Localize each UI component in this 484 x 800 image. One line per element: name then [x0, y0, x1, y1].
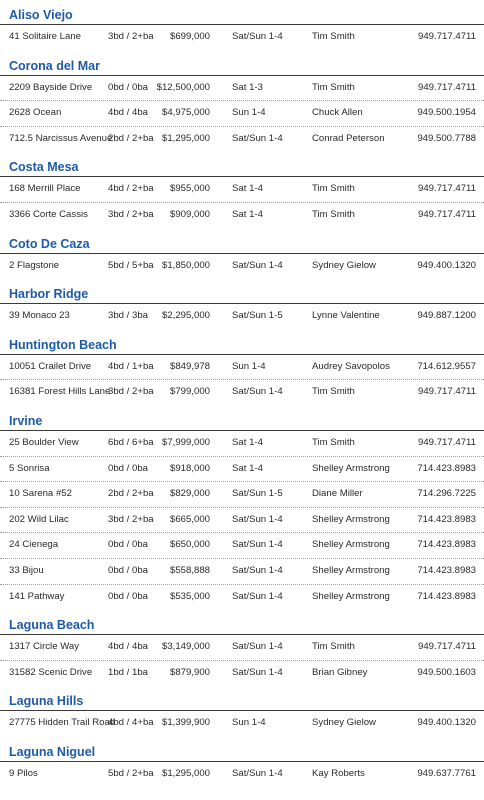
city-heading: Harbor Ridge [0, 286, 484, 304]
listing-beds-baths: 3bd / 2+ba [108, 208, 154, 220]
listing-beds-baths: 6bd / 6+ba [108, 436, 154, 448]
listing-phone: 949.400.1320 [417, 259, 476, 271]
listing-beds-baths: 5bd / 2+ba [108, 767, 154, 779]
listing-agent: Kay Roberts [312, 767, 365, 779]
listing-beds-baths: 0bd / 0ba [108, 462, 149, 474]
listing-address: 2 Flagstone [9, 259, 60, 271]
listing-open-house-time: Sat/Sun 1-4 [232, 666, 283, 678]
listing-beds-baths: 1bd / 1ba [108, 666, 149, 678]
listing-open-house-time: Sat/Sun 1-4 [232, 386, 283, 398]
listing-beds-baths: 5bd / 5+ba [108, 259, 154, 271]
listing-address: 3366 Corte Cassis [9, 208, 88, 220]
listing-row [0, 661, 484, 686]
listing-phone: 949.637.7761 [417, 767, 476, 779]
listing-address: 712.5 Narcissus Avenue [9, 132, 113, 144]
listing-beds-baths: 0bd / 0ba [108, 81, 149, 93]
listing-address: 24 Cienega [9, 539, 59, 551]
listing-beds-baths: 3bd / 2+ba [108, 513, 154, 525]
listing-phone: 714.296.7225 [417, 488, 476, 500]
city-section [0, 286, 484, 329]
listing-row [0, 508, 484, 534]
listing-address: 10051 Crailet Drive [9, 360, 92, 372]
listing-beds-baths: 2bd / 2+ba [108, 132, 154, 144]
listing-beds-baths: 2bd / 2+ba [108, 488, 154, 500]
listing-price: $3,149,000 [161, 641, 210, 653]
listing-agent: Shelley Armstrong [312, 462, 390, 474]
city-section [0, 58, 484, 152]
listing-row [0, 431, 484, 457]
listing-row [0, 585, 484, 610]
listing-beds-baths: 0bd / 0ba [108, 590, 149, 602]
listing-price: $909,000 [169, 208, 210, 220]
listing-beds-baths: 4bd / 4+ba [108, 717, 154, 729]
listing-phone: 949.717.4711 [418, 183, 476, 195]
listing-agent: Brian Gibney [312, 666, 368, 678]
listing-agent: Tim Smith [312, 208, 355, 220]
listing-phone: 949.887.1200 [417, 310, 476, 322]
listing-address: 202 Wild Lilac [9, 513, 69, 525]
listing-agent: Tim Smith [312, 81, 355, 93]
listing-open-house-time: Sat/Sun 1-4 [232, 641, 283, 653]
listing-open-house-time: Sat 1-4 [232, 462, 263, 474]
listing-price: $7,999,000 [161, 436, 210, 448]
listing-beds-baths: 0bd / 0ba [108, 564, 149, 576]
listing-address: 2209 Bayside Drive [9, 81, 93, 93]
listing-price: $2,295,000 [161, 310, 210, 322]
listing-address: 141 Pathway [9, 590, 65, 602]
listing-open-house-time: Sat/Sun 1-4 [232, 513, 283, 525]
city-section [0, 236, 484, 279]
listing-open-house-time: Sat/Sun 1-4 [232, 564, 283, 576]
listing-row [0, 559, 484, 585]
listing-phone: 949.717.4711 [418, 81, 476, 93]
listing-open-house-time: Sun 1-4 [232, 717, 266, 729]
listing-beds-baths: 4bd / 4ba [108, 107, 149, 119]
city-heading: Laguna Hills [0, 693, 484, 711]
listing-phone: 949.500.7788 [417, 132, 476, 144]
listing-agent: Audrey Savopolos [312, 360, 390, 372]
listing-row [0, 711, 484, 736]
listing-agent: Sydney Gielow [312, 259, 376, 271]
listing-agent: Chuck Allen [312, 107, 363, 119]
listing-price: $879,900 [169, 666, 210, 678]
listing-phone: 949.400.1320 [417, 717, 476, 729]
listing-open-house-time: Sun 1-4 [232, 360, 266, 372]
listing-open-house-time: Sat/Sun 1-5 [232, 488, 283, 500]
listing-row [0, 482, 484, 508]
listing-price: $799,000 [169, 386, 210, 398]
listing-open-house-time: Sat/Sun 1-4 [232, 259, 283, 271]
listing-row [0, 304, 484, 329]
listing-price: $1,850,000 [161, 259, 210, 271]
city-section [0, 337, 484, 405]
listing-price: $699,000 [169, 31, 210, 42]
listing-price: $1,399,900 [161, 717, 210, 729]
listing-address: 39 Monaco 23 [9, 310, 70, 322]
listing-agent: Shelley Armstrong [312, 564, 390, 576]
city-section [0, 7, 484, 50]
listing-address: 33 Bijou [9, 564, 44, 576]
listing-price: $12,500,000 [156, 81, 210, 93]
listing-row [0, 762, 484, 787]
listing-phone: 714.423.8983 [417, 539, 476, 551]
listing-price: $558,888 [169, 564, 210, 576]
listing-row [0, 101, 484, 127]
city-heading: Aliso Viejo [0, 7, 484, 25]
listing-beds-baths: 4bd / 4ba [108, 641, 149, 653]
listing-phone: 949.717.4711 [418, 641, 476, 653]
listing-open-house-time: Sat/Sun 1-4 [232, 31, 283, 42]
listing-price: $829,000 [169, 488, 210, 500]
listing-address: 16381 Forest Hills Lane [9, 386, 111, 398]
listing-price: $1,295,000 [161, 132, 210, 144]
listing-beds-baths: 3bd / 2+ba [108, 31, 154, 42]
listing-price: $955,000 [169, 183, 210, 195]
listing-open-house-time: Sat/Sun 1-4 [232, 132, 283, 144]
listing-phone: 714.423.8983 [417, 513, 476, 525]
city-heading: Laguna Beach [0, 617, 484, 635]
listing-phone: 714.423.8983 [417, 590, 476, 602]
listing-beds-baths: 0bd / 0ba [108, 539, 149, 551]
listing-agent: Tim Smith [312, 436, 355, 448]
listing-phone: 949.500.1603 [417, 666, 476, 678]
city-section [0, 693, 484, 736]
listing-price: $535,000 [169, 590, 210, 602]
listing-agent: Tim Smith [312, 183, 355, 195]
listing-agent: Shelley Armstrong [312, 539, 390, 551]
listing-row [0, 533, 484, 559]
city-heading: Costa Mesa [0, 159, 484, 177]
listing-agent: Tim Smith [312, 31, 355, 42]
listing-agent: Sydney Gielow [312, 717, 376, 729]
listing-row [0, 254, 484, 279]
listing-beds-baths: 3bd / 3ba [108, 310, 149, 322]
listing-phone: 949.717.4711 [418, 208, 476, 220]
listing-row [0, 203, 484, 228]
listing-open-house-time: Sat 1-4 [232, 436, 263, 448]
listing-agent: Tim Smith [312, 386, 355, 398]
listing-open-house-time: Sun 1-4 [232, 107, 266, 119]
city-section [0, 413, 484, 609]
city-section [0, 744, 484, 787]
listing-address: 31582 Scenic Drive [9, 666, 93, 678]
listing-row [0, 355, 484, 381]
listing-address: 9 Pilos [9, 767, 38, 779]
listing-beds-baths: 4bd / 2+ba [108, 183, 154, 195]
listing-address: 10 Sarena #52 [9, 488, 72, 500]
city-heading: Corona del Mar [0, 58, 484, 76]
listing-open-house-time: Sat 1-3 [232, 81, 263, 93]
listing-phone: 949.500.1954 [417, 107, 476, 119]
city-heading: Huntington Beach [0, 337, 484, 355]
listing-price: $1,295,000 [161, 767, 210, 779]
listing-agent: Conrad Peterson [312, 132, 385, 144]
listing-price: $665,000 [169, 513, 210, 525]
listing-row [0, 177, 484, 203]
listing-address: 25 Boulder View [9, 436, 79, 448]
listing-phone: 714.423.8983 [417, 564, 476, 576]
listing-address: 2628 Ocean [9, 107, 62, 119]
listing-row [0, 25, 484, 50]
listing-open-house-time: Sat 1-4 [232, 208, 263, 220]
listing-price: $918,000 [169, 462, 210, 474]
listing-phone: 714.612.9557 [417, 360, 476, 372]
listing-address: 5 Sonrisa [9, 462, 50, 474]
city-heading: Coto De Caza [0, 236, 484, 254]
listing-price: $4,975,000 [161, 107, 210, 119]
listing-agent: Shelley Armstrong [312, 513, 390, 525]
listing-address: 41 Solitaire Lane [9, 31, 82, 42]
listing-agent: Lynne Valentine [312, 310, 380, 322]
city-section [0, 617, 484, 685]
listing-row [0, 635, 484, 661]
listing-row [0, 127, 484, 152]
listing-open-house-time: Sat 1-4 [232, 183, 263, 195]
listing-row [0, 457, 484, 483]
listing-address: 27775 Hidden Trail Road [9, 717, 116, 729]
listing-phone: 949.717.4711 [418, 31, 476, 42]
listing-price: $849,978 [169, 360, 210, 372]
listing-row [0, 76, 484, 102]
listing-phone: 949.717.4711 [418, 436, 476, 448]
listing-phone: 949.717.4711 [418, 386, 476, 398]
listing-agent: Diane Miller [312, 488, 363, 500]
city-heading: Irvine [0, 413, 484, 431]
listing-address: 1317 Circle Way [9, 641, 80, 653]
listing-agent: Shelley Armstrong [312, 590, 390, 602]
listing-price: $650,000 [169, 539, 210, 551]
listing-open-house-time: Sat/Sun 1-4 [232, 539, 283, 551]
listing-open-house-time: Sat/Sun 1-5 [232, 310, 283, 322]
listing-open-house-time: Sat/Sun 1-4 [232, 590, 283, 602]
city-section [0, 159, 484, 227]
listing-phone: 714.423.8983 [417, 462, 476, 474]
listing-open-house-time: Sat/Sun 1-4 [232, 767, 283, 779]
listing-beds-baths: 3bd / 2+ba [108, 386, 154, 398]
listing-agent: Tim Smith [312, 641, 355, 653]
city-heading: Laguna Niguel [0, 744, 484, 762]
listing-address: 168 Merrill Place [9, 183, 81, 195]
listing-beds-baths: 4bd / 1+ba [108, 360, 154, 372]
listing-row [0, 380, 484, 405]
